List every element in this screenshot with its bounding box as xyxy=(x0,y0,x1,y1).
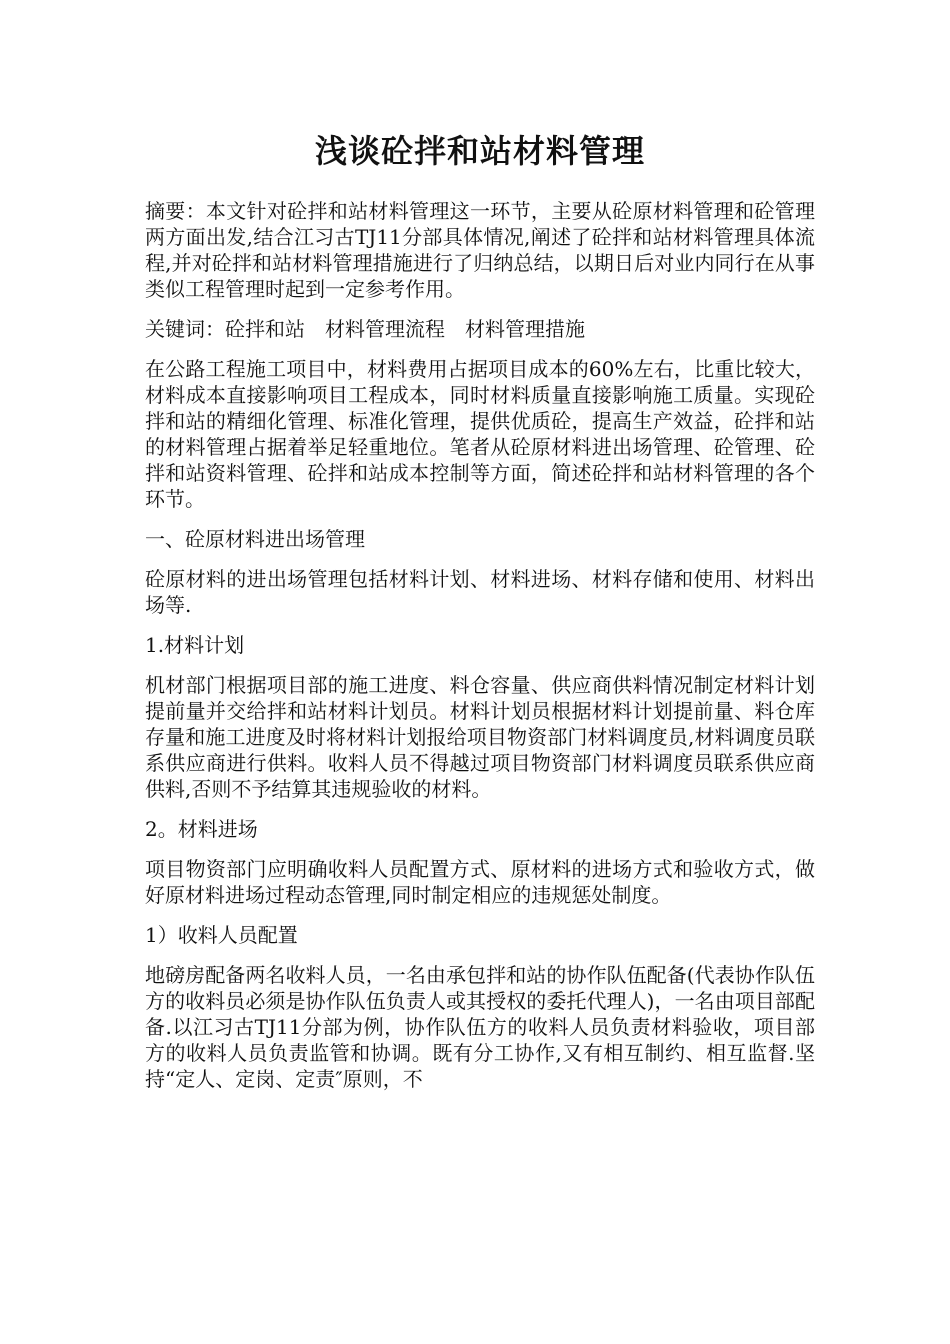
document-page xyxy=(145,126,815,1106)
section-1-paragraph: 砼原材料的进出场管理包括材料计划、材料进场、材料存储和使用、材料出场等. xyxy=(145,567,815,617)
receiving-staff-paragraph: 地磅房配备两名收料人员，一名由承包拌和站的协作队伍配备(代表协作队伍方的收料员必须是协作队伍负责人或其授权的委托代理人)，一名由项目部配备.以江习古TJ11分部为例，协作队伍方的收料人员负责材料验收，项目部方的收料人员负责监管和协调。既有分工协作,又有相互制约、相互监督.坚持“定人、定岗、定责″原则，不 xyxy=(145,963,815,1091)
intro-paragraph: 在公路工程施工项目中，材料费用占据项目成本的60%左右，比重比较大，材料成本直接影响项目工程成本，同时材料质量直接影响施工质量。实现砼拌和站的精细化管理、标准化管理，提供优质砼，提高生产效益，砼拌和站的材料管理占据着举足轻重地位。笔者从砼原材料进出场管理、砼管理、砼拌和站资料管理、砼拌和站成本控制等方面，简述砼拌和站材料管理的各个环节。 xyxy=(145,357,815,511)
subsection-heading-2: 2。材料进场 xyxy=(145,817,258,841)
keywords-paragraph: 关键词：砼拌和站 材料管理流程 材料管理措施 xyxy=(145,317,585,341)
material-entry-paragraph: 项目物资部门应明确收料人员配置方式、原材料的进场方式和验收方式，做好原材料进场过程动态管理,同时制定相应的违规惩处制度。 xyxy=(145,857,815,907)
subsection-heading-1: 1.材料计划 xyxy=(145,633,245,657)
sub-subsection-heading-1: 1）收料人员配置 xyxy=(145,923,298,947)
material-plan-paragraph: 机材部门根据项目部的施工进度、料仓容量、供应商供料情况制定材料计划提前量并交给拌和站材料计划员。材料计划员根据材料计划提前量、料仓库存量和施工进度及时将材料计划报给项目物资部门材料调度员,材料调度员联系供应商进行供料。收料人员不得越过项目物资部门材料调度员联系供应商供料,否则不予结算其违规验收的材料。 xyxy=(145,673,815,801)
abstract-paragraph: 摘要：本文针对砼拌和站材料管理这一环节，主要从砼原材料管理和砼管理两方面出发,结合江习古TJ11分部具体情况,阐述了砼拌和站材料管理具体流程,并对砼拌和站材料管理措施进行了归纳总结，以期日后对业内同行在从事类似工程管理时起到一定参考作用。 xyxy=(145,199,815,301)
document-title: 浅谈砼拌和站材料管理 xyxy=(314,132,645,170)
section-heading-1: 一、砼原材料进出场管理 xyxy=(145,527,365,551)
